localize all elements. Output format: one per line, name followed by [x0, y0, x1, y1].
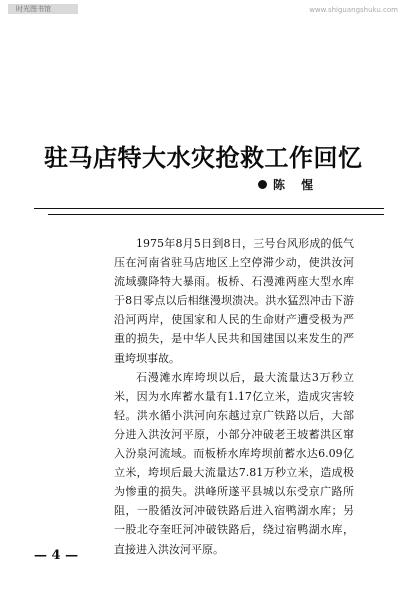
author-name: 陈 惺: [273, 178, 320, 192]
page-number: — 4 —: [34, 548, 79, 563]
paragraph: 石漫滩水库垮坝以后，最大流量达3万秒立米，因为水库蓄水量有1.17亿立米，造成灾害较轻。洪水循小洪河向东越过京广铁路以后，大部分进入洪汝河平原，小部分冲破老王坡蓄洪区窜入汾泉河流域。而板桥水库垮坝前蓄水达6.09亿立米，垮坝后最大流量达7.81万秒立米，造成极为惨重的损失。洪峰所遂平县城以东受京广路所阻，一股循汝河冲破铁路后进入宿鸭湖水库；另一股北夺奎旺河冲破铁路后，绕过宿鸭湖水库，直接进入洪汝河平原。: [114, 370, 354, 556]
article-body: [114, 234, 354, 559]
divider-thick: [34, 208, 384, 209]
paragraph: 1975年8月5日到8日，三号台风形成的低气压在河南省驻马店地区上空停滞少动，使洪汝河流域骤降特大暴雨。板桥、石漫滩两座大型水库于8日零点以后相继漫坝溃决。洪水猛烈冲击下游沿河两岸，使国家和人民的生命财产遭受极为严重的损失，是中华人民共和国建国以来发生的严重垮坝事故。: [114, 237, 354, 365]
divider-thin: [48, 214, 384, 215]
author-line: [258, 176, 319, 193]
watermark-right: www.shiguangshuku.com: [309, 6, 398, 14]
watermark-left: 时光图书馆: [16, 5, 51, 13]
page-title: 驻马店特大水灾抢救工作回忆: [44, 144, 363, 172]
bullet-dot-icon: [258, 180, 267, 189]
